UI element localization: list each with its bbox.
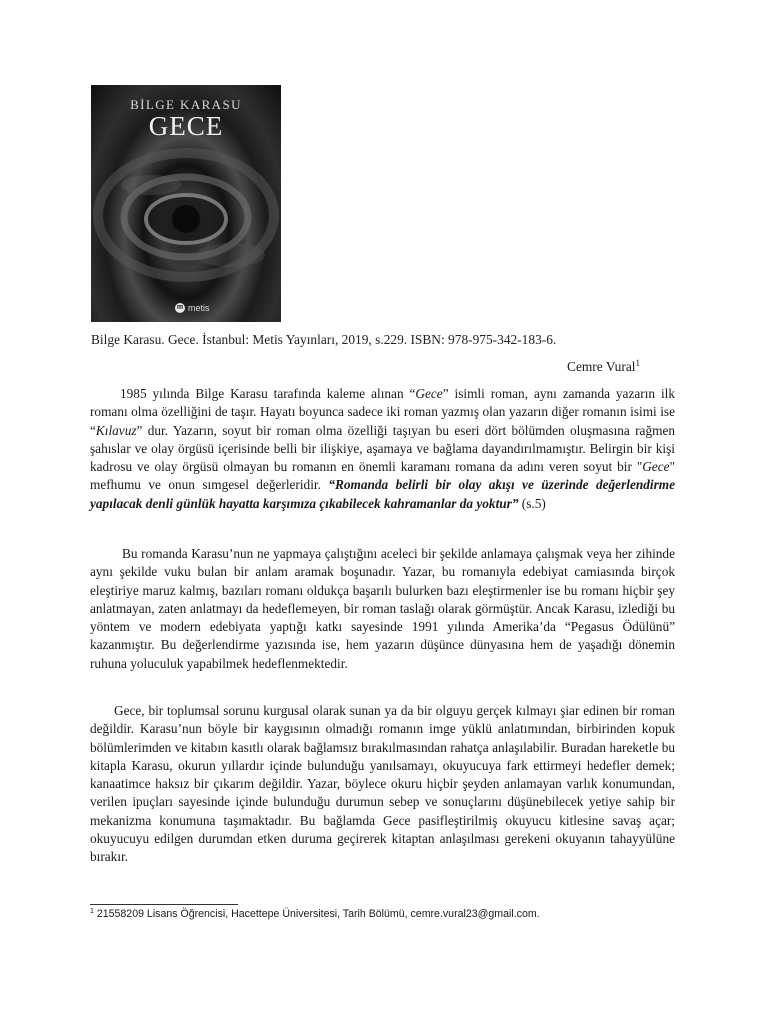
p1-bold-quote: “Romanda belirli bir olay akışı ve üzerinde değerlendirme yapılacak denli günlük hayatta karşımıza çıkabilecek kahramanlar da yoktur” [90,477,675,511]
p1-text-4: " mefhumu ve onun sımgesel değerleridir. [90,459,675,493]
p1-text-2: ” isimli roman, aynı zamanda yazarın ilk romanı olma özelliğini de taşır. Hayatı boyunca sadece iki roman yazmış olan yazarın diğer romanın isimi ise “ [90,386,675,438]
publisher-name: metis [188,303,210,313]
footnote-text: 21558209 Lisans Öğrencisi, Hacettepe Üniversitesi, Tarih Bölümü, cemre.vural23@gmail.com. [93,908,540,920]
footnote-marker: 1 [90,908,94,915]
author-name-text: Cemre Vural [567,359,636,374]
cover-publisher [175,303,210,313]
p1-text-1: 1985 yılında Bilge Karasu tarafında kaleme alınan “ [120,386,416,401]
book-citation: Bilge Karasu. Gece. İstanbul: Metis Yayınları, 2019, s.229. ISBN: 978-975-342-183-6. [91,332,557,347]
p1-text-5: (s.5) [518,495,546,511]
footnote-ref: 1 [635,358,640,368]
cover-eye-artwork [91,145,281,295]
p1-text-3: ” dur. Yazarın, soyut bir roman olma özelliği taşıyan bu eseri dört bölümden oluşmasına rağmen şahıslar ve olay örgüsü içerisinde belli bir ilişkiye, aşamaya ve bağlama dayandırılmamıştır. Belirgin bir kişi kadrosu ve olay örgüsü olmayan bu romanın en önemli karamanı romana da adını veren soyut bir " [90,422,675,475]
paragraph-1 [90,385,675,513]
review-author [567,358,640,375]
cover-author: BİLGE KARASU [130,97,242,112]
book-cover-image [91,85,281,322]
p1-italic-1: Gece [415,386,443,401]
publisher-logo-icon: m [176,304,184,311]
paragraph-2: Bu romanda Karasu’nun ne yapmaya çalıştığını aceleci bir şekilde anlamaya çalışmak veya her zihinde aynı şekilde vuku bulan bir anlam aramak boşunadır. Yazar, bu romanıyla edebiyat camiasında birçok eleştiriye maruz kalmış, bazıları romanı oldukça başarılı bulurken bazı eleştirmenler ise bu romanı hiçbir şey anlatmayan, zaten anlatmayı da hedeflemeyen, bir roman taslağı olarak görmüştür. Ancak Karasu, izlediği bu yöntem ve modern edebiyata yaptığı katkı sayesinde 1991 yılında Amerika’da “Pegasus Ödülünü” kazanmıştır. Bu değerlendirme yazısında ise, hem yazarın düşünce dünyasına hem de yaşadığı dönemin ruhuna yoluculuk yapabilmek hedeflenmektedir. [90,546,675,671]
footnote [90,908,540,920]
cover-title: GECE [148,111,224,141]
p1-italic-3: Gece [642,459,670,475]
paragraph-3: Gece, bir toplumsal sorunu kurgusal olarak sunan ya da bir olguyu gerçek kılmayı şiar edinen bir roman değildir. Karasu’nun böyle bir kaygısının olmadığı romanın imge yüklü anlatımından, birbirinden kopuk bölümlerimden ve kitabın kasıtlı olarak bağlamsız bırakılmasından rahatça anlaşılabilir. Buradan hareketle bu kitapla Karasu, okurun yıllardır içinde bulunduğu yanılsamayı, okuyucuya fark ettirmeyi hedefler demek; kanaatimce haksız bir çıkarım değildir. Yazar, böylece okuru hiçbir şeyden anlamayan varlık konumundan, verilen ipuçları sayesinde içinde bulunduğu durumun sebep ve sonuçlarını düşünebilecek yetiye sahip bir mekanizma konumuna taşımaktadır. Bu bağlamda Gece pasifleştirilmiş okuyucu kitlesine savaş açar; okuyucuyu edilgen durumdan etken duruma geçirerek kitaptan anlaşılması gerekeni okuyanın tahayyülüne bırakır. [90,703,675,865]
p1-italic-2: Kılavuz [95,422,137,438]
footnote-divider [90,904,238,905]
